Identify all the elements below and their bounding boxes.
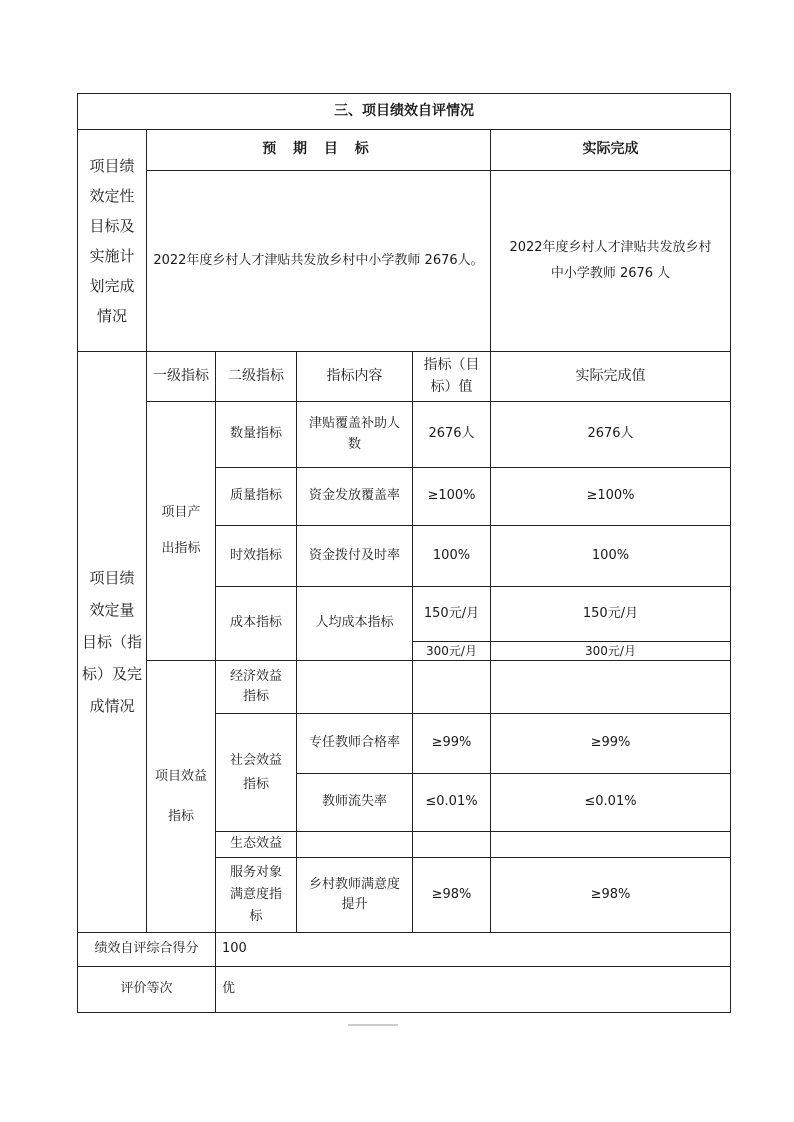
cost-content: 人均成本指标 [315, 615, 394, 631]
satisfaction-target: ≥98% [431, 886, 472, 902]
benefit-indicator-label: 项目效益指标 [154, 768, 207, 824]
score-label: 绩效自评综合得分 [94, 941, 199, 957]
grade-label: 评价等次 [120, 981, 173, 997]
header-actual: 实际完成值 [575, 367, 646, 384]
output-indicator-label: 项目产出指标 [161, 505, 201, 556]
quantity-target: 2676人 [428, 426, 475, 442]
timeliness-content: 资金拨付及时率 [308, 547, 400, 563]
actual-completion-header: 实际完成 [582, 141, 639, 158]
quality-content: 资金发放覆盖率 [308, 488, 400, 504]
social-target-2: ≤0.01% [425, 794, 478, 810]
header-content: 指标内容 [326, 367, 383, 384]
scan-mark [348, 1024, 398, 1026]
satisfaction-content: 乡村教师满意度提升 [308, 876, 400, 912]
social-actual-2: ≤0.01% [584, 794, 637, 810]
timeliness-actual: 100% [591, 547, 630, 563]
social-content-2: 教师流失率 [321, 794, 387, 810]
social-content-1: 专任教师合格率 [308, 735, 400, 751]
section-title: 三、项目绩效自评情况 [334, 102, 474, 119]
cost-target-2: 300元/月 [426, 644, 477, 658]
satisfaction-indicator: 服务对象满意度指标 [229, 865, 282, 924]
quantity-actual: 2676人 [587, 426, 634, 442]
quantity-content: 津贴覆盖补助人数 [308, 416, 400, 452]
cost-target-1: 150元/月 [423, 605, 480, 621]
cost-actual-1: 150元/月 [582, 605, 639, 621]
satisfaction-actual: ≥98% [590, 886, 631, 902]
quality-indicator: 质量指标 [229, 488, 282, 504]
expected-goal-text: 2022年度乡村人才津贴共发放乡村中小学教师 2676人。 [153, 252, 484, 268]
grade-value: 优 [222, 981, 236, 997]
header-level1: 一级指标 [153, 367, 209, 384]
quality-actual: ≥100% [586, 488, 635, 504]
cost-indicator: 成本指标 [229, 615, 282, 631]
cost-actual-2: 300元/月 [585, 644, 636, 658]
social-benefit-indicator: 社会效益指标 [229, 752, 282, 792]
social-target-1: ≥99% [431, 735, 472, 751]
actual-completion-text: 2022年度乡村人才津贴共发放乡村中小学教师 2676 人 [509, 240, 712, 281]
quantitative-row-label: 项目绩 效定量 目标（指 标）及完 成情况 [82, 569, 143, 715]
header-level2: 二级指标 [228, 367, 284, 384]
score-value: 100 [222, 941, 247, 957]
timeliness-indicator: 时效指标 [229, 547, 282, 563]
qualitative-row-label: 项目绩 效定性 目标及 实施计 划完成 情况 [89, 156, 135, 325]
ecological-benefit-indicator: 生态效益 [229, 836, 282, 852]
social-actual-1: ≥99% [590, 735, 631, 751]
economic-benefit-indicator: 经济效益指标 [230, 668, 283, 704]
header-target: 指标（目标）值 [423, 356, 480, 395]
quality-target: ≥100% [427, 488, 476, 504]
expected-goal-header: 预 期 目 标 [262, 141, 375, 158]
quantity-indicator: 数量指标 [229, 426, 282, 442]
timeliness-target: 100% [432, 547, 471, 563]
